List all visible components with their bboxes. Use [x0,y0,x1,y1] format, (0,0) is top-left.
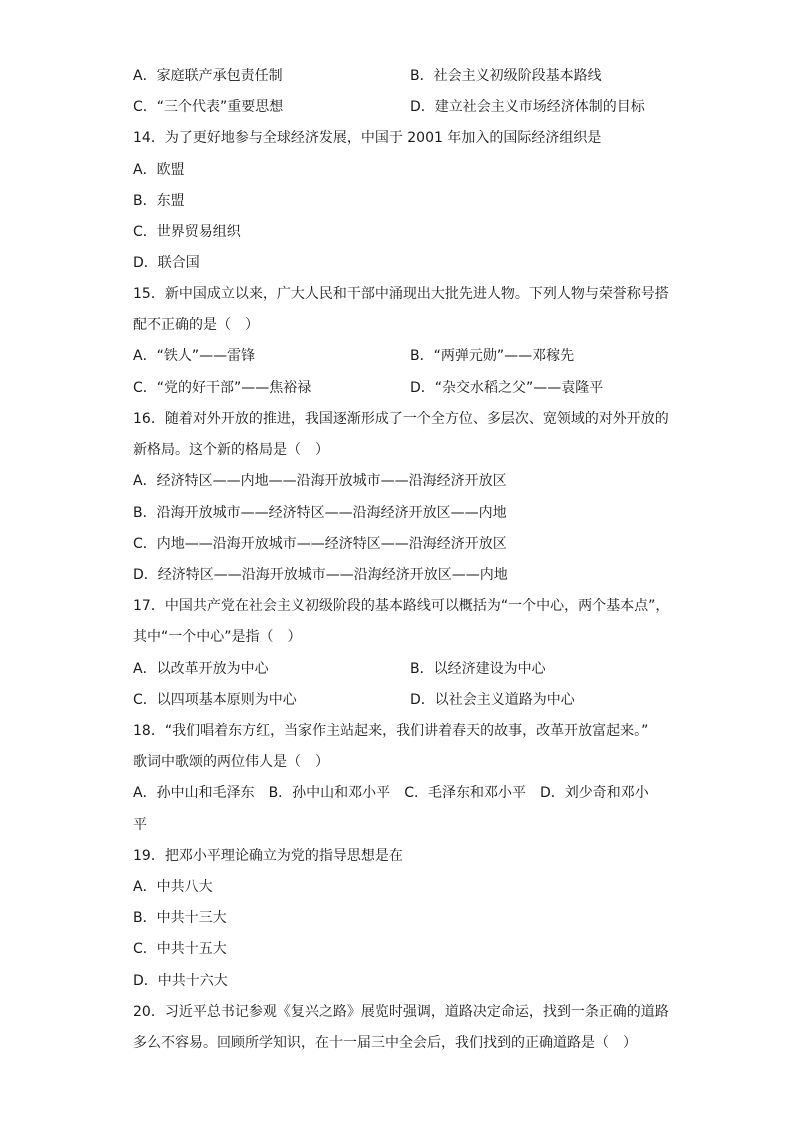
q20-stem-line2: 多么不容易。回顾所学知识，在十一届三中全会后，我们找到的正确道路是（ ） [133,1035,637,1051]
q13-option-a: A．家庭联产承包责任制 [133,68,283,84]
q14-option-a: A．欧盟 [133,162,185,178]
q15-stem-line2: 配不正确的是（ ） [133,317,259,333]
q18-option-a: A．孙中山和毛泽东 [133,785,255,801]
q16-option-b: B．沿海开放城市——经济特区——沿海经济开放区——内地 [133,505,507,521]
q19-option-b: B．中共十三大 [133,910,227,926]
q15-option-a: A．“铁人”——雷锋 [133,348,256,364]
q18-options-row [133,783,649,803]
q15-option-d: D．“杂交水稻之父”——袁隆平 [410,380,604,396]
q17-option-d: D．以社会主义道路为中心 [410,692,575,708]
q18-option-d: D．刘少奇和邓小 [539,785,649,801]
q19-option-a: A．中共八大 [133,879,213,895]
q16-stem-line1: 16．随着对外开放的推进，我国逐渐形成了一个全方位、多层次、宽领域的对外开放的 [133,411,669,427]
q15-option-c: C．“党的好干部”——焦裕禄 [133,380,312,396]
q18-option-c: C．毛泽东和邓小平 [404,785,526,801]
q19-option-d: D．中共十六大 [133,973,228,989]
q14-option-b: B．东盟 [133,193,185,209]
q16-option-d: D．经济特区——沿海开放城市——沿海经济开放区——内地 [133,567,508,583]
q13-option-b: B．社会主义初级阶段基本路线 [410,68,602,84]
q15-option-b: B．“两弹元勋”——邓稼先 [410,348,575,364]
q14-option-d: D．联合国 [133,255,200,271]
q15-stem-line1: 15．新中国成立以来，广大人民和干部中涌现出大批先进人物。下列人物与荣誉称号搭 [133,286,669,302]
q18-option-b: B．孙中山和邓小平 [268,785,391,801]
q17-stem-line2: 其中“一个中心”是指（ ） [133,629,302,645]
q16-option-a: A．经济特区——内地——沿海开放城市——沿海经济开放区 [133,473,507,489]
q18-stem-line2: 歌词中歌颂的两位伟人是（ ） [133,754,329,770]
q17-option-a: A．以改革开放为中心 [133,661,269,677]
q13-option-c: C．“三个代表”重要思想 [133,99,284,115]
q19-option-c: C．中共十五大 [133,941,227,957]
q16-stem-line2: 新格局。这个新的格局是（ ） [133,442,329,458]
q18-option-d-wrap: 平 [133,817,147,833]
q19-stem: 19．把邓小平理论确立为党的指导思想是在 [133,848,403,864]
q17-stem-line1: 17．中国共产党在社会主义初级阶段的基本路线可以概括为“一个中心，两个基本点”， [133,598,670,614]
q13-option-d: D．建立社会主义市场经济体制的目标 [410,99,645,115]
q17-option-b: B．以经济建设为中心 [410,661,546,677]
q17-option-c: C．以四项基本原则为中心 [133,692,297,708]
q14-option-c: C．世界贸易组织 [133,224,241,240]
q14-stem: 14．为了更好地参与全球经济发展，中国于 2001 年加入的国际经济组织是 [133,130,602,146]
q16-option-c: C．内地——沿海开放城市——经济特区——沿海经济开放区 [133,536,507,552]
q18-stem-line1: 18．“我们唱着东方红，当家作主站起来，我们讲着春天的故事，改革开放富起来。” [133,723,649,739]
q20-stem-line1: 20．习近平总书记参观《复兴之路》展览时强调，道路决定命运，找到一条正确的道路 [133,1004,669,1020]
